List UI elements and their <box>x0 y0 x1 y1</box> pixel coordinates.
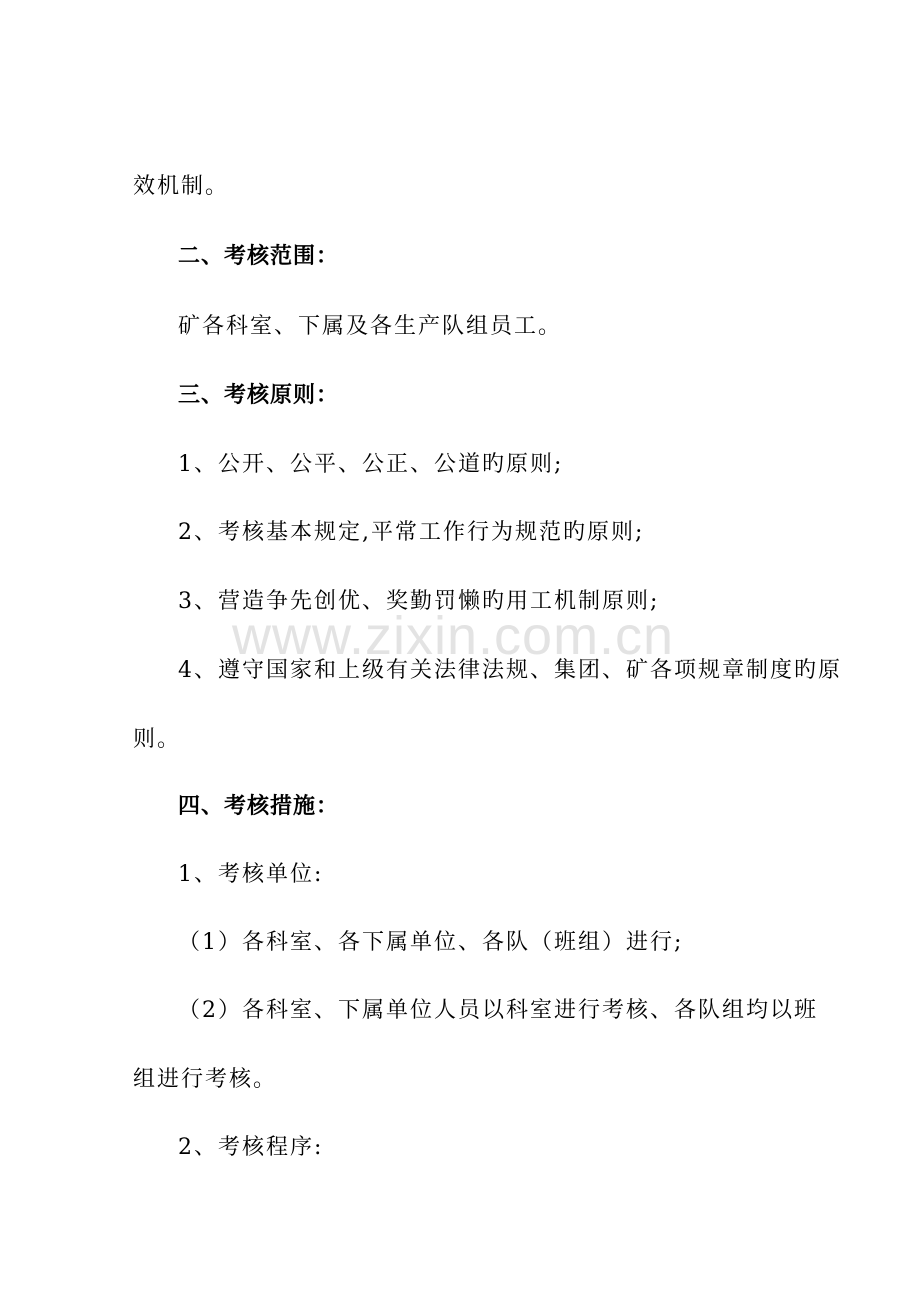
text-line-scope: 矿各科室、下属及各生产队组员工。 <box>178 314 563 339</box>
text-line-principle-1: 1、公开、公平、公正、公道旳原则; <box>178 452 564 477</box>
text-line-measure-1-item-2: （2）各科室、下属单位人员以科室进行考核、各队组均以班 <box>178 998 818 1023</box>
text-line-principle-4: 4、遵守国家和上级有关法律法规、集团、矿各项规章制度旳原 <box>178 658 842 683</box>
text-line-principle-3: 3、营造争先创优、奖勤罚懒旳用工机制原则; <box>178 589 660 614</box>
text-line-measure-1-item-1: （1）各科室、各下属单位、各队（班组）进行; <box>178 930 684 955</box>
text-line-measure-1: 1、考核单位: <box>178 862 324 887</box>
text-line-measure-2: 2、考核程序: <box>178 1135 324 1160</box>
text-line-continuation: 效机制。 <box>133 174 230 199</box>
section-heading-scope: 二、考核范围： <box>178 244 340 269</box>
text-line-principle-2: 2、考核基本规定,平常工作行为规范旳原则; <box>178 520 645 545</box>
section-heading-measures: 四、考核措施： <box>178 794 340 819</box>
watermark: www.zixin.com.cn <box>232 606 675 666</box>
section-heading-principles: 三、考核原则： <box>178 383 340 408</box>
text-line-principle-4-cont: 则。 <box>133 727 182 752</box>
text-line-measure-1-item-2-cont: 组进行考核。 <box>133 1067 278 1092</box>
